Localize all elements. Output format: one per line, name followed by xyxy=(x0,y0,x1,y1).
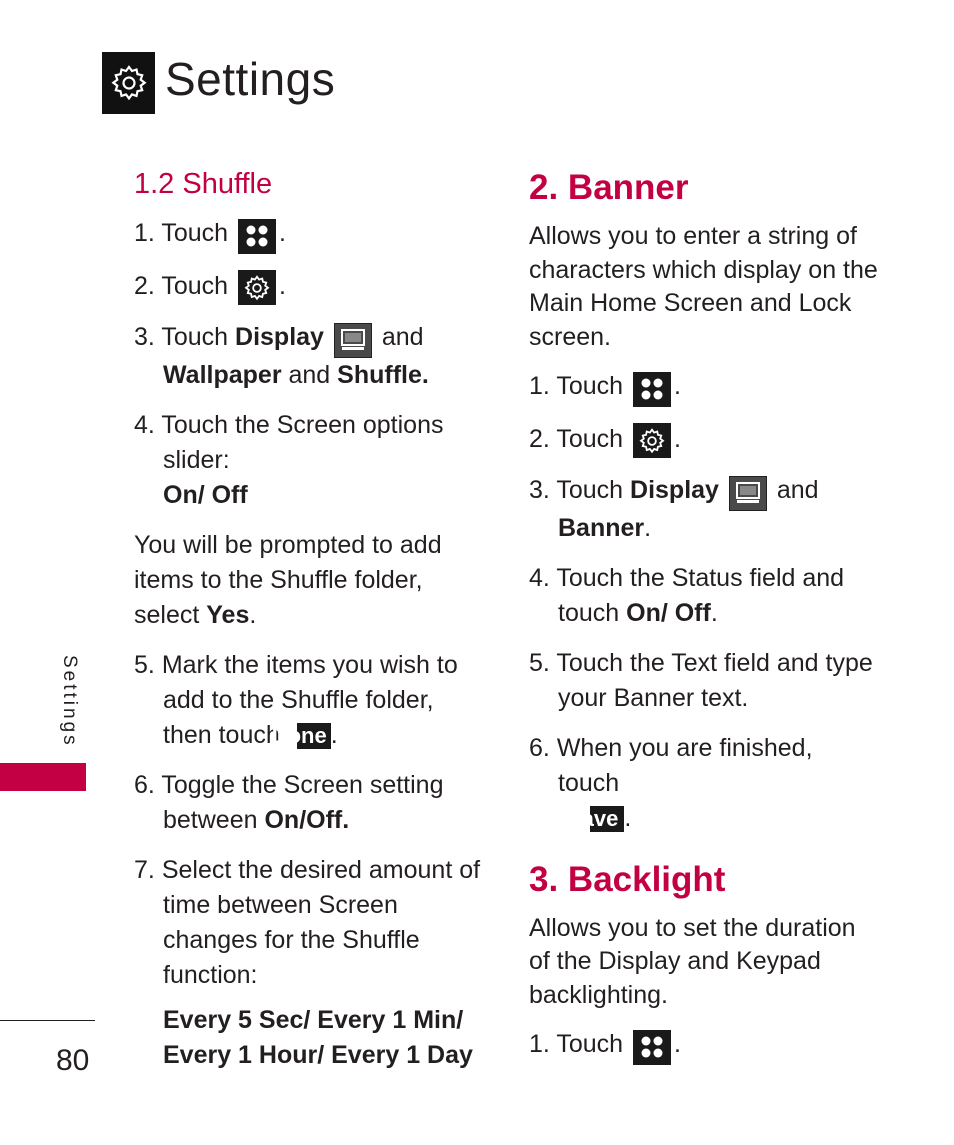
display-icon xyxy=(334,323,372,358)
gear-icon xyxy=(238,270,276,305)
save-button: Save xyxy=(590,806,624,832)
banner-step-6: 6. When you are finished, touch Save . xyxy=(529,733,813,832)
apps-grid-icon xyxy=(633,1030,671,1065)
gear-icon xyxy=(102,52,155,114)
side-tab-marker xyxy=(0,763,86,791)
paragraph-prompt: You will be prompted to add items to the Shuffle folder, select Yes. xyxy=(134,530,442,629)
right-column xyxy=(529,166,879,1080)
banner-description: Allows you to enter a string of characters which display on the Main Home Screen and Lock screen. xyxy=(529,222,878,351)
footer-rule xyxy=(0,1020,95,1021)
step-5: 5. Mark the items you wish to add to the Shuffle folder, then touch Done . xyxy=(134,650,458,749)
step-6: 6. Toggle the Screen setting between On/Off. xyxy=(134,770,444,834)
banner-step-1: 1. Touch . xyxy=(529,369,879,407)
apps-grid-icon xyxy=(633,372,671,407)
step-1: 1. Touch . xyxy=(134,216,484,254)
backlight-description: Allows you to set the duration of the Display and Keypad backlighting. xyxy=(529,913,856,1009)
banner-step-5: 5. Touch the Text field and type your Banner text. xyxy=(529,648,873,712)
page-number: 80 xyxy=(56,1044,90,1077)
banner-step-2: 2. Touch . xyxy=(529,422,879,459)
side-tab-label: Settings xyxy=(59,655,80,748)
page-header xyxy=(102,52,335,114)
step-4: 4. Touch the Screen options slider: On/ Off xyxy=(134,410,444,509)
page-title: Settings xyxy=(165,53,336,105)
option-values: On/ Off xyxy=(163,480,248,509)
backlight-step-1: 1. Touch . xyxy=(529,1027,879,1065)
section-heading-backlight: 3. Backlight xyxy=(529,859,726,899)
section-heading-banner: 2. Banner xyxy=(529,168,689,207)
section-heading-shuffle: 1.2 Shuffle xyxy=(134,168,273,200)
interval-options: Every 5 Sec/ Every 1 Min/ Every 1 Hour/ Every 1 Day xyxy=(163,1005,473,1069)
step-2: 2. Touch . xyxy=(134,269,484,306)
done-button: Done xyxy=(297,723,331,749)
left-column xyxy=(134,166,484,1088)
banner-step-3: 3. Touch Display and Banner. xyxy=(529,476,819,542)
gear-icon xyxy=(633,423,671,458)
banner-step-4: 4. Touch the Status field and touch On/ Off. xyxy=(529,563,845,627)
display-icon xyxy=(729,476,767,511)
step-3: 3. Touch Display and Wallpaper and Shuffle. xyxy=(134,323,429,389)
apps-grid-icon xyxy=(238,219,276,254)
step-7: 7. Select the desired amount of time between Screen changes for the Shuffle function: xyxy=(134,855,481,989)
